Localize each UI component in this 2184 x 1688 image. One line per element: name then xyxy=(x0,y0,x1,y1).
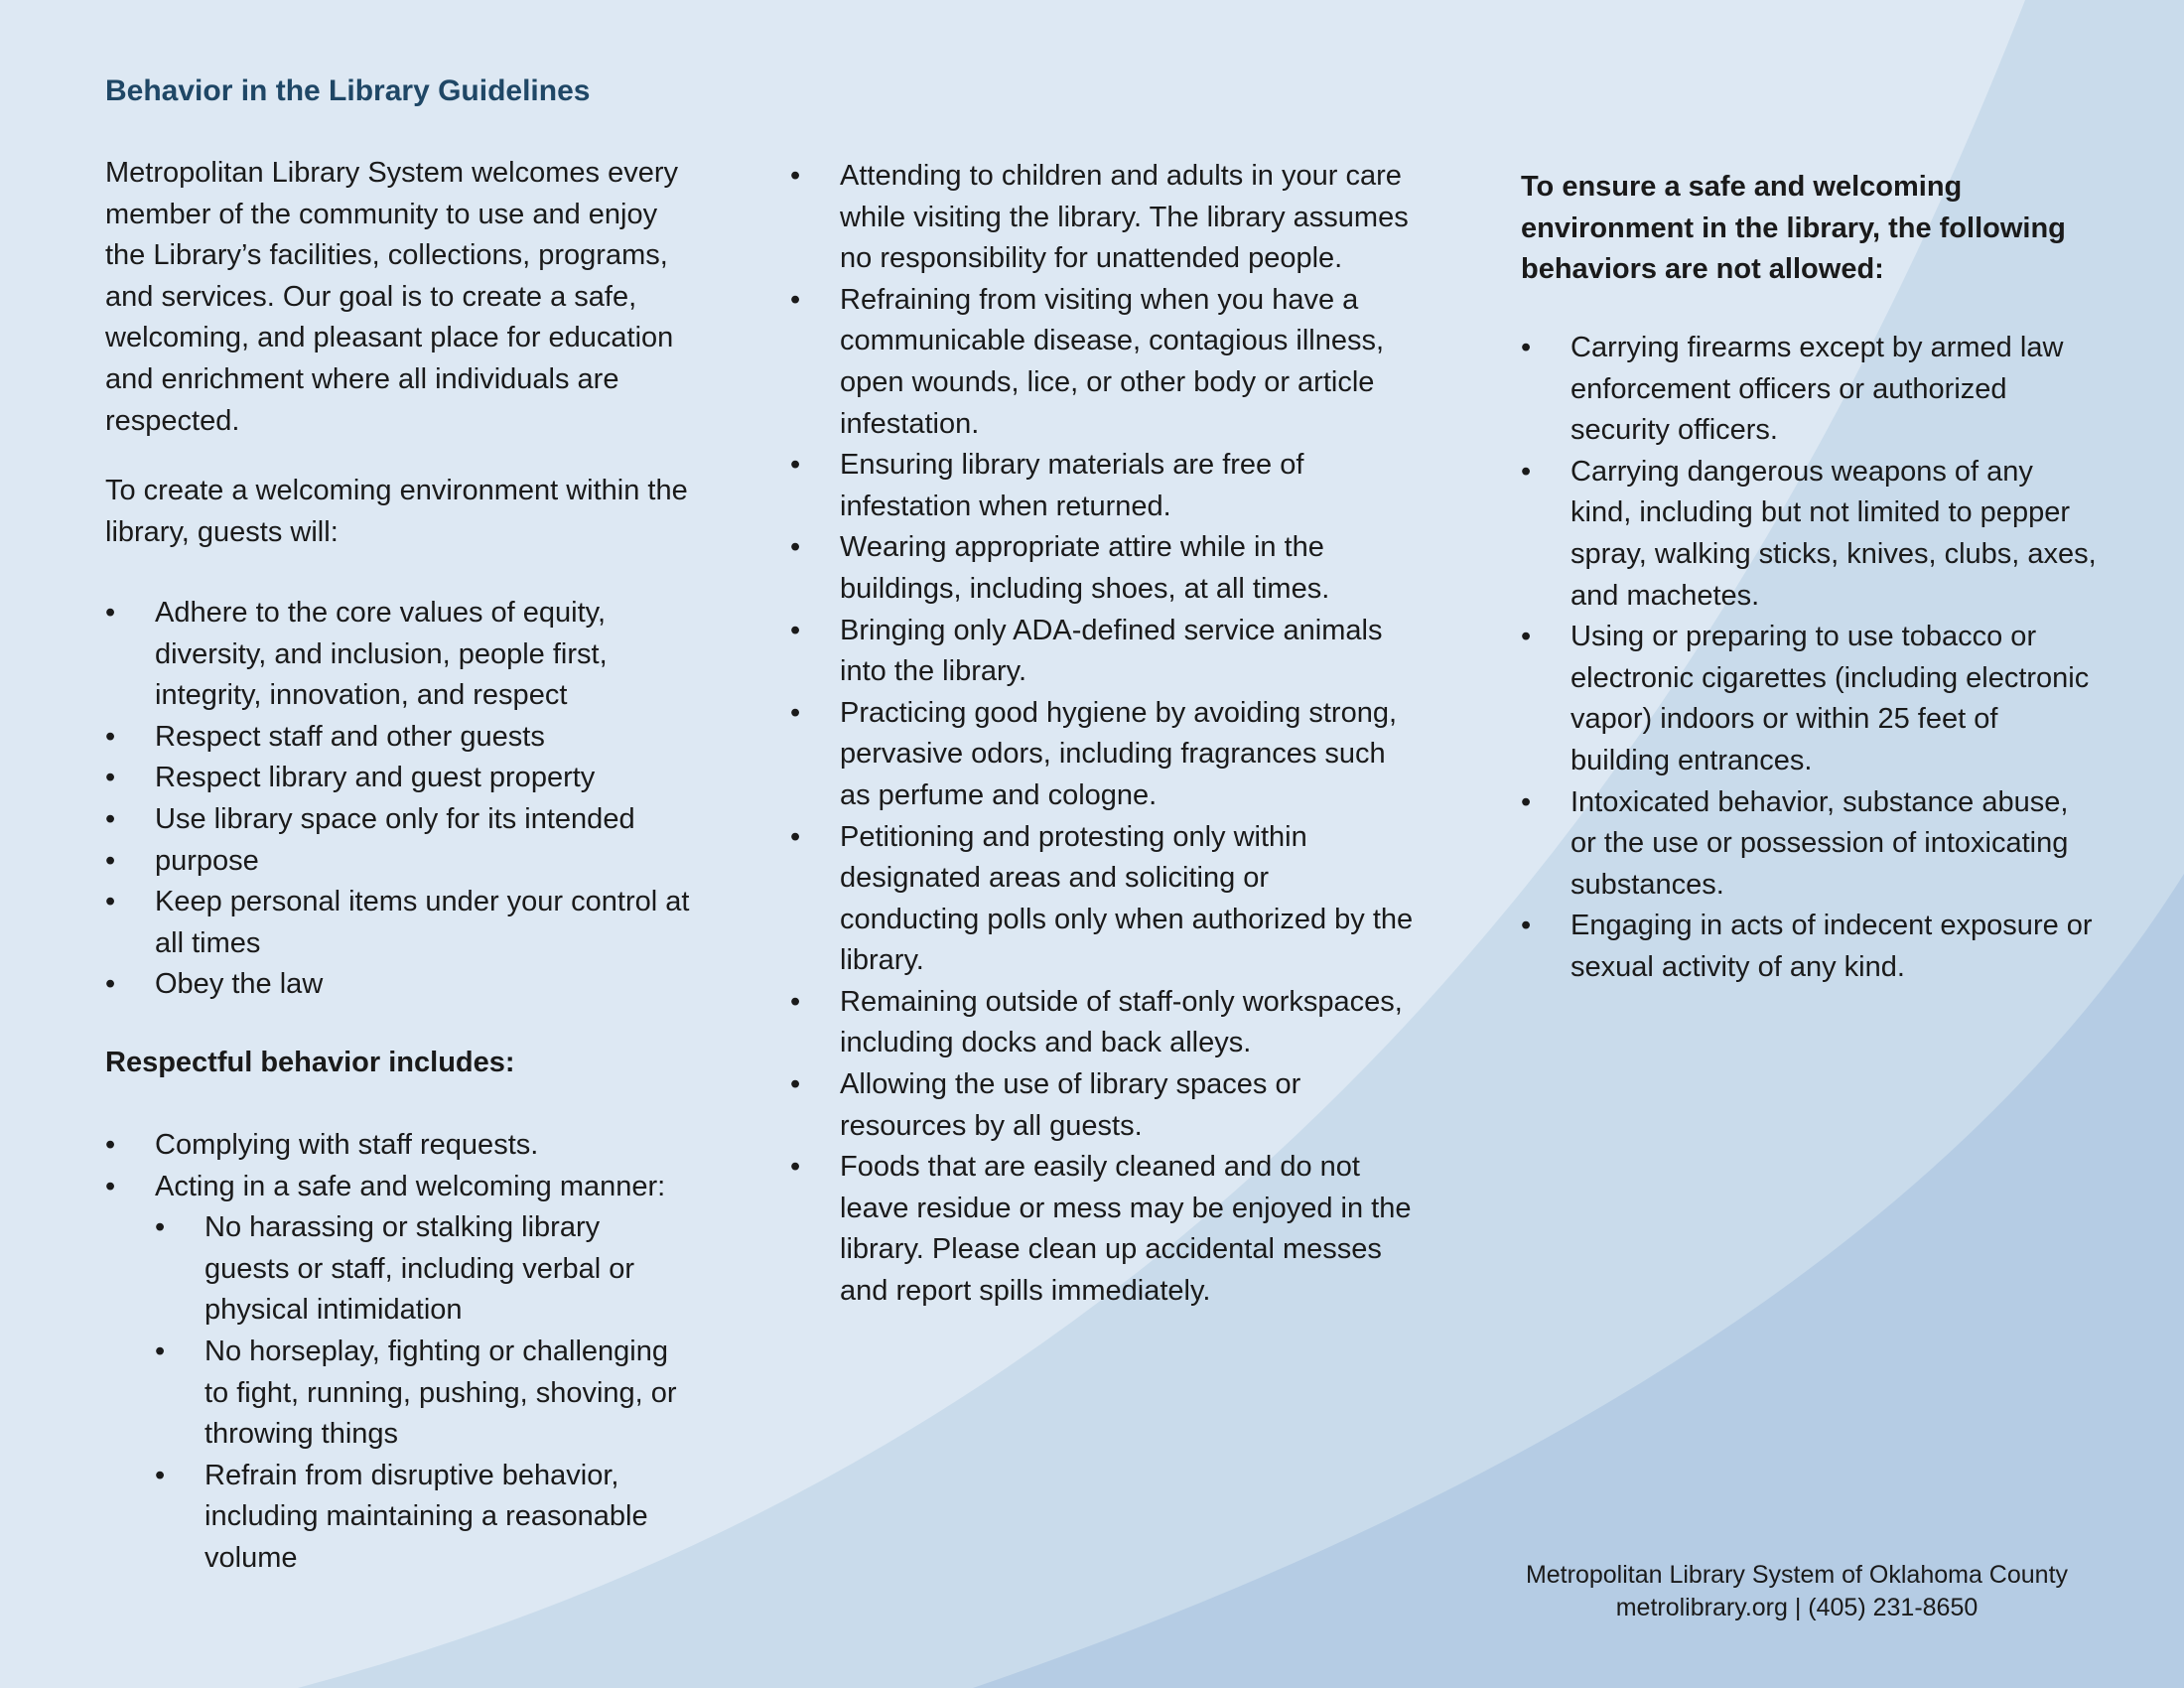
footer-contact: metrolibrary.org | (405) 231-8650 xyxy=(1615,1594,1979,1621)
list-item xyxy=(105,1167,691,1580)
list-item: • Using or preparing to use tobacco or electronic cigarettes (including electronic vapor) indoors or within 25 feet of building entrances. xyxy=(1521,617,2097,781)
list-item: • Use library space only for its intended xyxy=(105,799,691,841)
list-item: • Bringing only ADA-defined service animals into the library. xyxy=(790,611,1416,693)
page-title: Behavior in the Library Guidelines xyxy=(105,74,591,107)
list-item: • Petitioning and protesting only within designated areas and soliciting or conducting polls only when authorized by the library. xyxy=(790,817,1416,982)
sub-list-item: • Refrain from disruptive behavior, including maintaining a reasonable volume xyxy=(155,1456,691,1580)
list-item: • Respect library and guest property xyxy=(105,758,691,799)
guests-list xyxy=(105,593,691,1006)
list-item: • Carrying dangerous weapons of any kind, including but not limited to pepper spray, walking sticks, knives, clubs, axes, and machetes. xyxy=(1521,452,2097,617)
list-item: • Engaging in acts of indecent exposure or sexual activity of any kind. xyxy=(1521,906,2097,988)
guests-heading: To create a welcoming environment within the library, guests will: xyxy=(105,475,688,548)
footer xyxy=(1489,1559,2105,1624)
list-item: • purpose xyxy=(105,841,691,883)
not-allowed-heading: To ensure a safe and welcoming environment in the library, the following behaviors are not allowed: xyxy=(1521,171,2066,286)
sub-list-item: • No harassing or stalking library guests or staff, including verbal or physical intimidation xyxy=(155,1207,691,1332)
respectful-heading: Respectful behavior includes: xyxy=(105,1047,515,1078)
list-item: • Remaining outside of staff-only workspaces, including docks and back alleys. xyxy=(790,982,1416,1064)
footer-org: Metropolitan Library System of Oklahoma County xyxy=(1525,1561,2069,1589)
list-item: • Respect staff and other guests xyxy=(105,717,691,759)
list-item: • Complying with staff requests. xyxy=(105,1125,691,1167)
list-item: • Practicing good hygiene by avoiding strong, pervasive odors, including fragrances such as perfume and cologne. xyxy=(790,693,1416,817)
sub-list-item: • No horseplay, fighting or challenging to fight, running, pushing, shoving, or throwing things xyxy=(155,1332,691,1456)
respectful-list xyxy=(105,1125,691,1580)
list-item: • Refraining from visiting when you have a communicable disease, contagious illness, open wounds, lice, or other body or article infestation. xyxy=(790,280,1416,445)
not-allowed-list xyxy=(1521,328,2097,989)
list-item-label: Acting in a safe and welcoming manner: xyxy=(155,1170,666,1202)
middle-list xyxy=(790,156,1416,1313)
list-item: • Ensuring library materials are free of infestation when returned. xyxy=(790,445,1416,527)
respectful-sublist xyxy=(155,1207,691,1579)
list-item: • Obey the law xyxy=(105,964,691,1006)
list-item: • Foods that are easily cleaned and do not leave residue or mess may be enjoyed in the library. Please clean up accidental messes and report spills immediately. xyxy=(790,1147,1416,1312)
list-item: • Attending to children and adults in your care while visiting the library. The library assumes no responsibility for unattended people. xyxy=(790,156,1416,280)
list-item: • Keep personal items under your control at all times xyxy=(105,882,691,964)
list-item: • Wearing appropriate attire while in the buildings, including shoes, at all times. xyxy=(790,527,1416,610)
list-item: • Carrying firearms except by armed law enforcement officers or authorized security officers. xyxy=(1521,328,2097,452)
list-item: • Intoxicated behavior, substance abuse, or the use or possession of intoxicating substances. xyxy=(1521,782,2097,907)
intro-paragraph: Metropolitan Library System welcomes every member of the community to use and enjoy the Library’s facilities, collections, programs, and services. Our goal is to create a safe, welcoming, and pleasant place for education and enrichment where all individuals are respected. xyxy=(105,157,678,437)
list-item: • Allowing the use of library spaces or resources by all guests. xyxy=(790,1064,1416,1147)
list-item: • Adhere to the core values of equity, diversity, and inclusion, people first, integrity, innovation, and respect xyxy=(105,593,691,717)
